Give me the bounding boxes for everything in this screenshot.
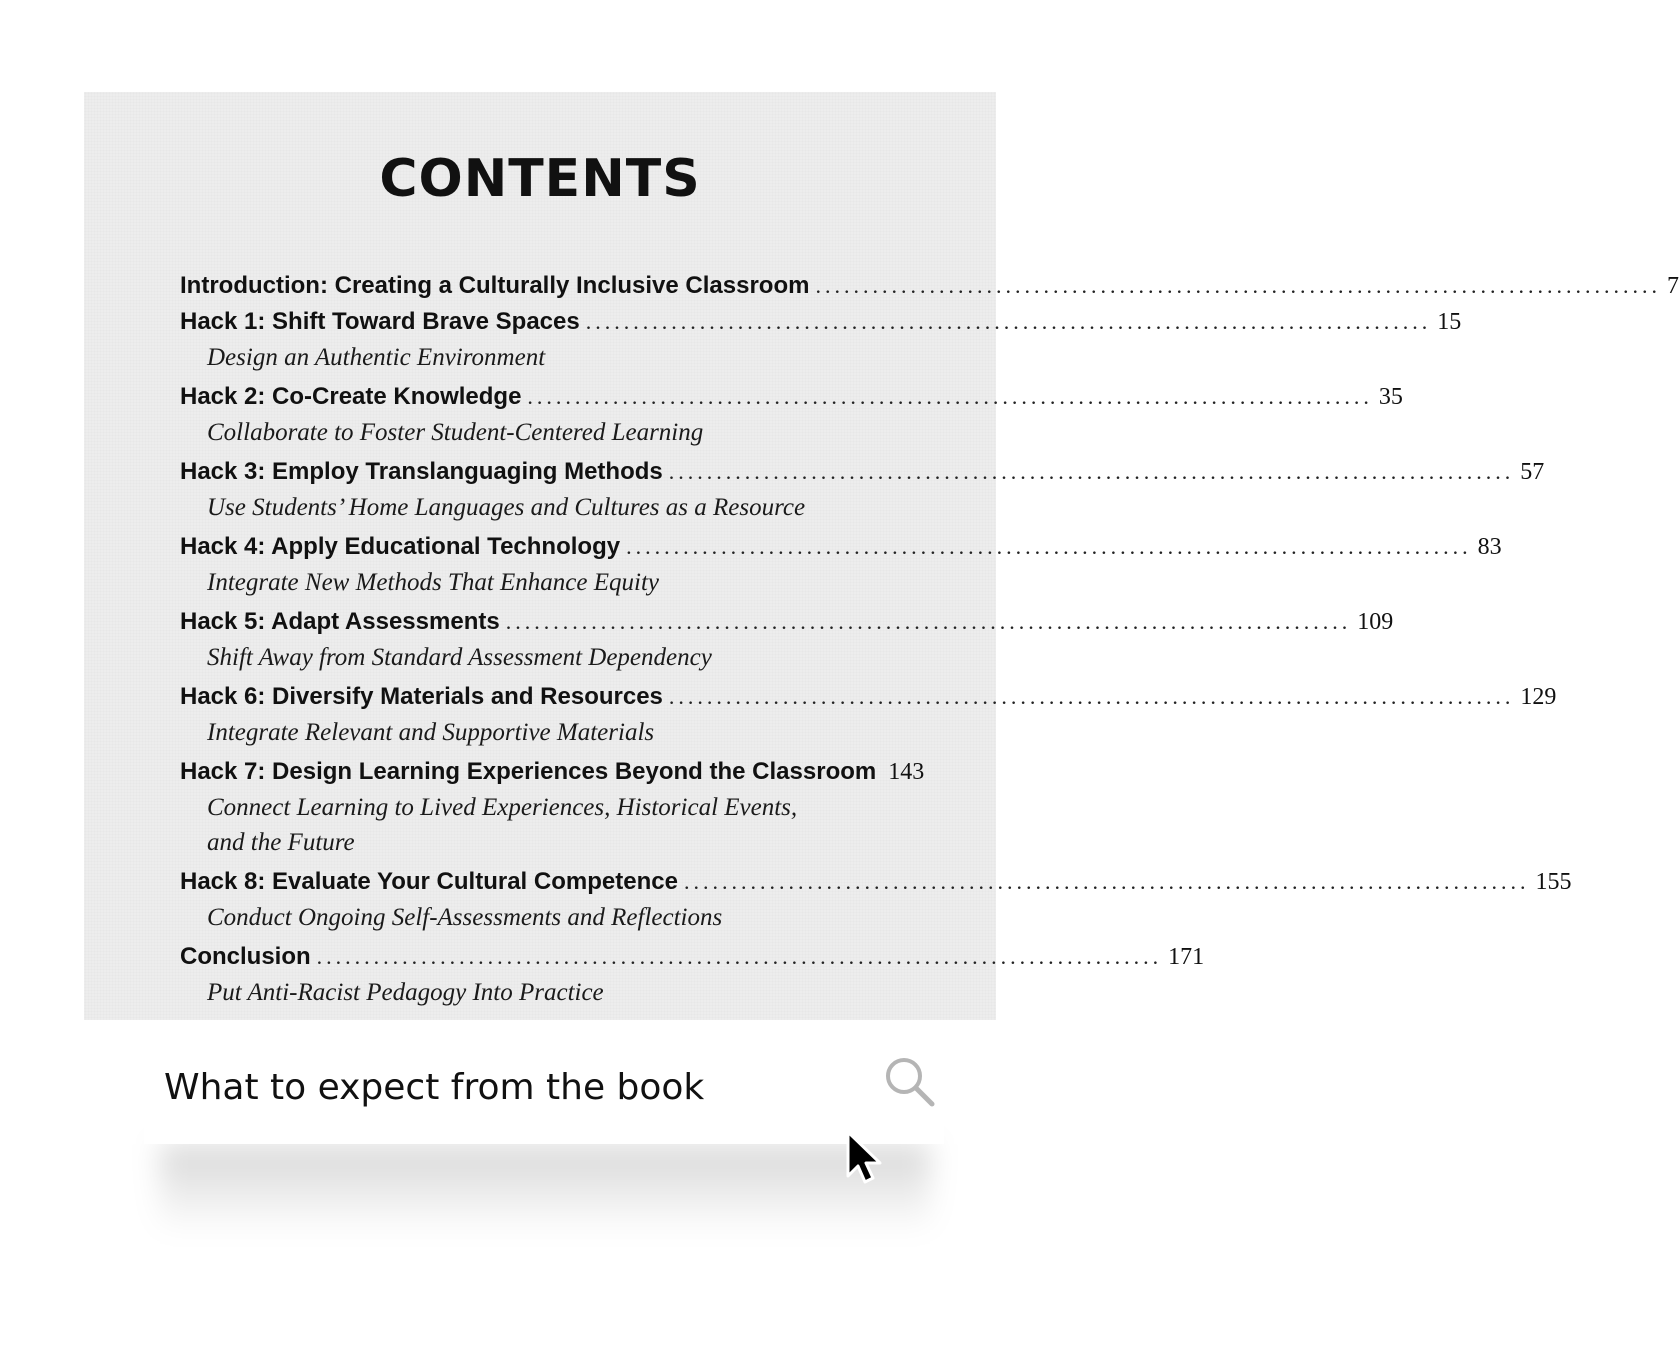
- toc-heading: Hack 6: Diversify Materials and Resources: [180, 683, 663, 710]
- toc-entry: [180, 939, 1205, 1010]
- toc-heading: Introduction: Creating a Culturally Inclusive Classroom: [180, 272, 810, 299]
- toc-heading: Hack 7: Design Learning Experiences Beyond the Classroom: [180, 758, 877, 785]
- cursor-arrow-icon: [842, 1128, 886, 1190]
- toc-entry: [180, 379, 1403, 450]
- toc-heading: Hack 2: Co-Create Knowledge: [180, 383, 522, 410]
- toc-subtitle: Use Students’ Home Languages and Cultures as a Resource: [207, 494, 806, 521]
- toc-page-number: 109: [1357, 609, 1394, 635]
- table-of-contents: [180, 268, 1679, 1014]
- toc-entry: [180, 604, 1394, 675]
- toc-page-number: 171: [1168, 944, 1205, 970]
- dot-leader: .........................................................................................: [815, 273, 1661, 298]
- search-query-text[interactable]: What to expect from the book: [164, 1067, 705, 1108]
- toc-heading-row: [180, 939, 1205, 975]
- toc-subtitle: Conduct Ongoing Self-Assessments and Reflections: [207, 904, 723, 931]
- dot-leader: .........................................................................................: [683, 869, 1530, 894]
- toc-subtitle: Design an Authentic Environment: [207, 344, 546, 371]
- toc-heading: Hack 3: Employ Translanguaging Methods: [180, 458, 663, 485]
- toc-heading-row: [180, 304, 1462, 340]
- toc-entry: [180, 268, 1679, 304]
- dot-leader: .........................................................................................: [626, 534, 1472, 559]
- toc-page-number: 35: [1378, 384, 1403, 410]
- toc-page-number: 155: [1535, 869, 1572, 895]
- toc-page-number: 129: [1520, 684, 1557, 710]
- toc-entry: [180, 454, 1545, 525]
- toc-heading-row: [180, 268, 1679, 304]
- toc-heading: Conclusion: [180, 943, 311, 970]
- page-title: CONTENTS: [379, 149, 701, 209]
- toc-page-number: 57: [1520, 459, 1545, 485]
- toc-page-number: 7: [1666, 273, 1679, 299]
- search-bar-shadow: [160, 1144, 930, 1234]
- toc-heading-row: [180, 754, 925, 790]
- toc-subtitle: Connect Learning to Lived Experiences, Historical Events, and the Future: [207, 794, 798, 856]
- toc-page-number: 15: [1437, 309, 1462, 335]
- dot-leader: .........................................................................................: [316, 944, 1163, 969]
- toc-heading-row: [180, 379, 1403, 415]
- toc-heading: Hack 1: Shift Toward Brave Spaces: [180, 308, 580, 335]
- toc-heading-row: [180, 529, 1502, 565]
- dot-leader: .........................................................................................: [505, 609, 1352, 634]
- dot-leader: .........................................................................................: [668, 684, 1515, 709]
- toc-entry: [180, 864, 1572, 935]
- toc-heading-row: [180, 604, 1394, 640]
- toc-heading: Hack 8: Evaluate Your Cultural Competence: [180, 868, 678, 895]
- toc-heading-row: [180, 454, 1545, 490]
- toc-entry: [180, 304, 1462, 375]
- toc-heading-row: [180, 679, 1557, 715]
- toc-subtitle: Collaborate to Foster Student-Centered Learning: [207, 419, 704, 446]
- toc-entry: [180, 754, 925, 860]
- toc-page-number: 143: [888, 759, 925, 785]
- toc-subtitle: Integrate Relevant and Supportive Materials: [207, 719, 655, 746]
- dot-leader: .........................................................................................: [527, 384, 1373, 409]
- search-bar[interactable]: [144, 1040, 944, 1144]
- search-icon[interactable]: [882, 1054, 938, 1110]
- toc-heading: Hack 5: Adapt Assessments: [180, 608, 500, 635]
- toc-heading: Hack 4: Apply Educational Technology: [180, 533, 621, 560]
- toc-page-number: 83: [1477, 534, 1502, 560]
- toc-entry: [180, 679, 1557, 750]
- dot-leader: .........................................................................................: [585, 309, 1432, 334]
- toc-subtitle: Put Anti-Racist Pedagogy Into Practice: [207, 979, 604, 1006]
- toc-heading-row: [180, 864, 1572, 900]
- toc-entry: [180, 529, 1502, 600]
- dot-leader: .........................................................................................: [668, 459, 1515, 484]
- contents-page-image: [84, 92, 1679, 1020]
- toc-subtitle: Shift Away from Standard Assessment Dependency: [207, 644, 712, 671]
- toc-subtitle: Integrate New Methods That Enhance Equity: [207, 569, 660, 596]
